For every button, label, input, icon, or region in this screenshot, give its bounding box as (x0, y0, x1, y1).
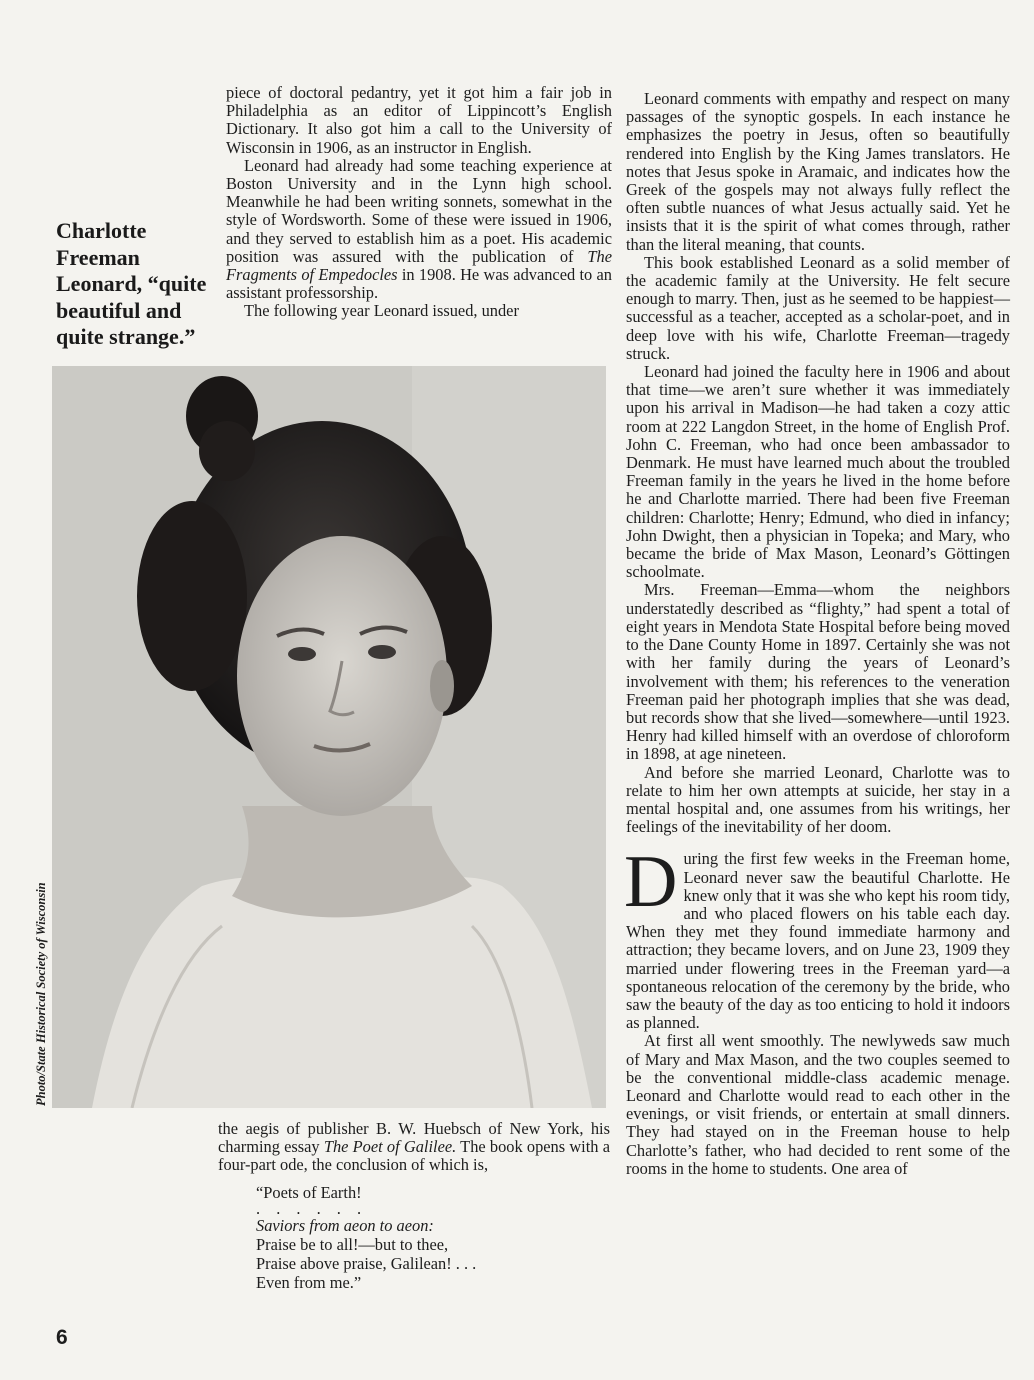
drop-cap: D (624, 841, 678, 924)
text-column-middle-top (226, 84, 612, 321)
paragraph: And before she married Leonard, Charlotte was to relate to him her own attempts at suicide, her stay in a mental hospital and, one assumes from his writings, her feelings of the inevitability of her doom. (626, 762, 1010, 837)
paragraph: Leonard had joined the faculty here in 1906 and about that time—we aren’t sure whether it was immediately upon his arrival in Madison—he had taken a cozy attic room at 222 Langdon Street, in the home of English Prof. John C. Freeman, who had once been ambassador to Denmark. He must have learned much about the troubled Freeman family in the years he lived in the home before he and Charlotte married. There had been five Freeman children: Charlotte; Henry; Edmund, who died in infancy; John Dwight, then a physician in Topeka; and Mary, who became the bride of Max Mason, Leonard’s Göttingen schoolmate. (626, 362, 1010, 582)
paragraph: Mrs. Freeman—Emma—whom the neighbors understatedly described as “flighty,” had spent a total of eight years in Mendota State Hospital before being moved to the Dane County Home in 1897. Certainly she was not with her family during the years of Leonard’s involvement with them; his references to the veneration Freeman paid her photograph implies that she was dead, but records show that she lived—somewhere—until 1923. Henry had killed himself with an overdose of chloroform in 1898, at age nineteen. (626, 580, 1010, 764)
verse-line: Praise above praise, Galilean! . . . (256, 1253, 477, 1273)
portrait-photo (52, 366, 606, 1108)
paragraph: Leonard had already had some teaching experience at Boston University and in the Lynn high school. Meanwhile he had been writing sonnets, somewhat in the style of Wordsworth. Some of these were issued in 1906, and they served to establish him as a poet. His academic position was assured with the publication of The Fragments of Empedocles in 1908. He was advanced to an assistant professorship. (226, 155, 612, 303)
page-number: 6 (56, 1326, 68, 1349)
paragraph: Leonard comments with empathy and respect on many passages of the synoptic gospels. In each instance he emphasizes the poetry in Jesus, often so beautifully rendered into English by the King James translators. He notes that Jesus spoke in Aramaic, and indicates how the Greek of the gospels may not always fully reflect the often subtle nuances of what Jesus actually said. Yet he insists that it is the spirit of what comes through, rather than the literal meaning, that counts. (626, 89, 1010, 254)
verse-ellipsis: . . . . . . (256, 1198, 368, 1218)
photo-caption: Charlotte Freeman Leonard, “quite beautiful and quite strange.” (56, 218, 207, 349)
paragraph: piece of doctoral pedantry, yet it got him a fair job in Philadelphia as an editor of Lippincott’s English Dictionary. It also got him a call to the University of Wisconsin in 1906, as an instructor in English. (226, 83, 612, 157)
text-column-right (626, 90, 1010, 1178)
verse-line: Even from me.” (256, 1272, 362, 1292)
photo-credit: Photo/State Historical Society of Wisconsin (34, 882, 48, 1106)
book-title: The Fragments of Empedocles (226, 246, 612, 285)
paragraph: This book established Leonard as a solid member of the academic family at the University. He felt secure enough to marry. Then, just as he seemed to be happiest—successful as a teacher, accepted as a scholar-poet, and in deep love with his wife, Charlotte Freeman—tragedy struck. (626, 252, 1010, 363)
text-column-middle-bottom (218, 1120, 610, 1292)
section-opening-paragraph: During the first few weeks in the Freeman home, Leonard never saw the beautiful Charlotte. He knew only that it was she who kept his room tidy, and who placed flowers on his table each day. When they met they found immediate harmony and attraction; they became lovers, and on June 23, 1909 they married under flowering trees in the Freeman yard—a spontaneous relocation of the ceremony by the bride, who saw the beauty of the day as too enticing to hold it indoors as planned. (624, 841, 1010, 1033)
paragraph: At first all went smoothly. The newlyweds saw much of Mary and Max Mason, and the two couples seemed to be the conventional middle-class academic menage. Leonard and Charlotte would read to each other in the evenings, or visit friends, or entertain at small dinners. They had stayed on in the Freeman house to help Charlotte’s father, who had decided to rent some of the rooms in the home to students. One area of (626, 1031, 1010, 1178)
poem-excerpt (256, 1183, 610, 1292)
verse-line: “Poets of Earth! (256, 1182, 362, 1202)
verse-line: Praise be to all!—but to thee, (256, 1234, 449, 1254)
verse-line: Saviors from aeon to aeon: (256, 1215, 434, 1235)
paragraph: the aegis of publisher B. W. Huebsch of New York, his charming essay The Poet of Galilee. The book opens with a four-part ode, the conclusion of which is, (218, 1119, 610, 1175)
book-title: The Poet of Galilee. (323, 1137, 457, 1157)
paragraph: The following year Leonard issued, under (244, 301, 519, 321)
